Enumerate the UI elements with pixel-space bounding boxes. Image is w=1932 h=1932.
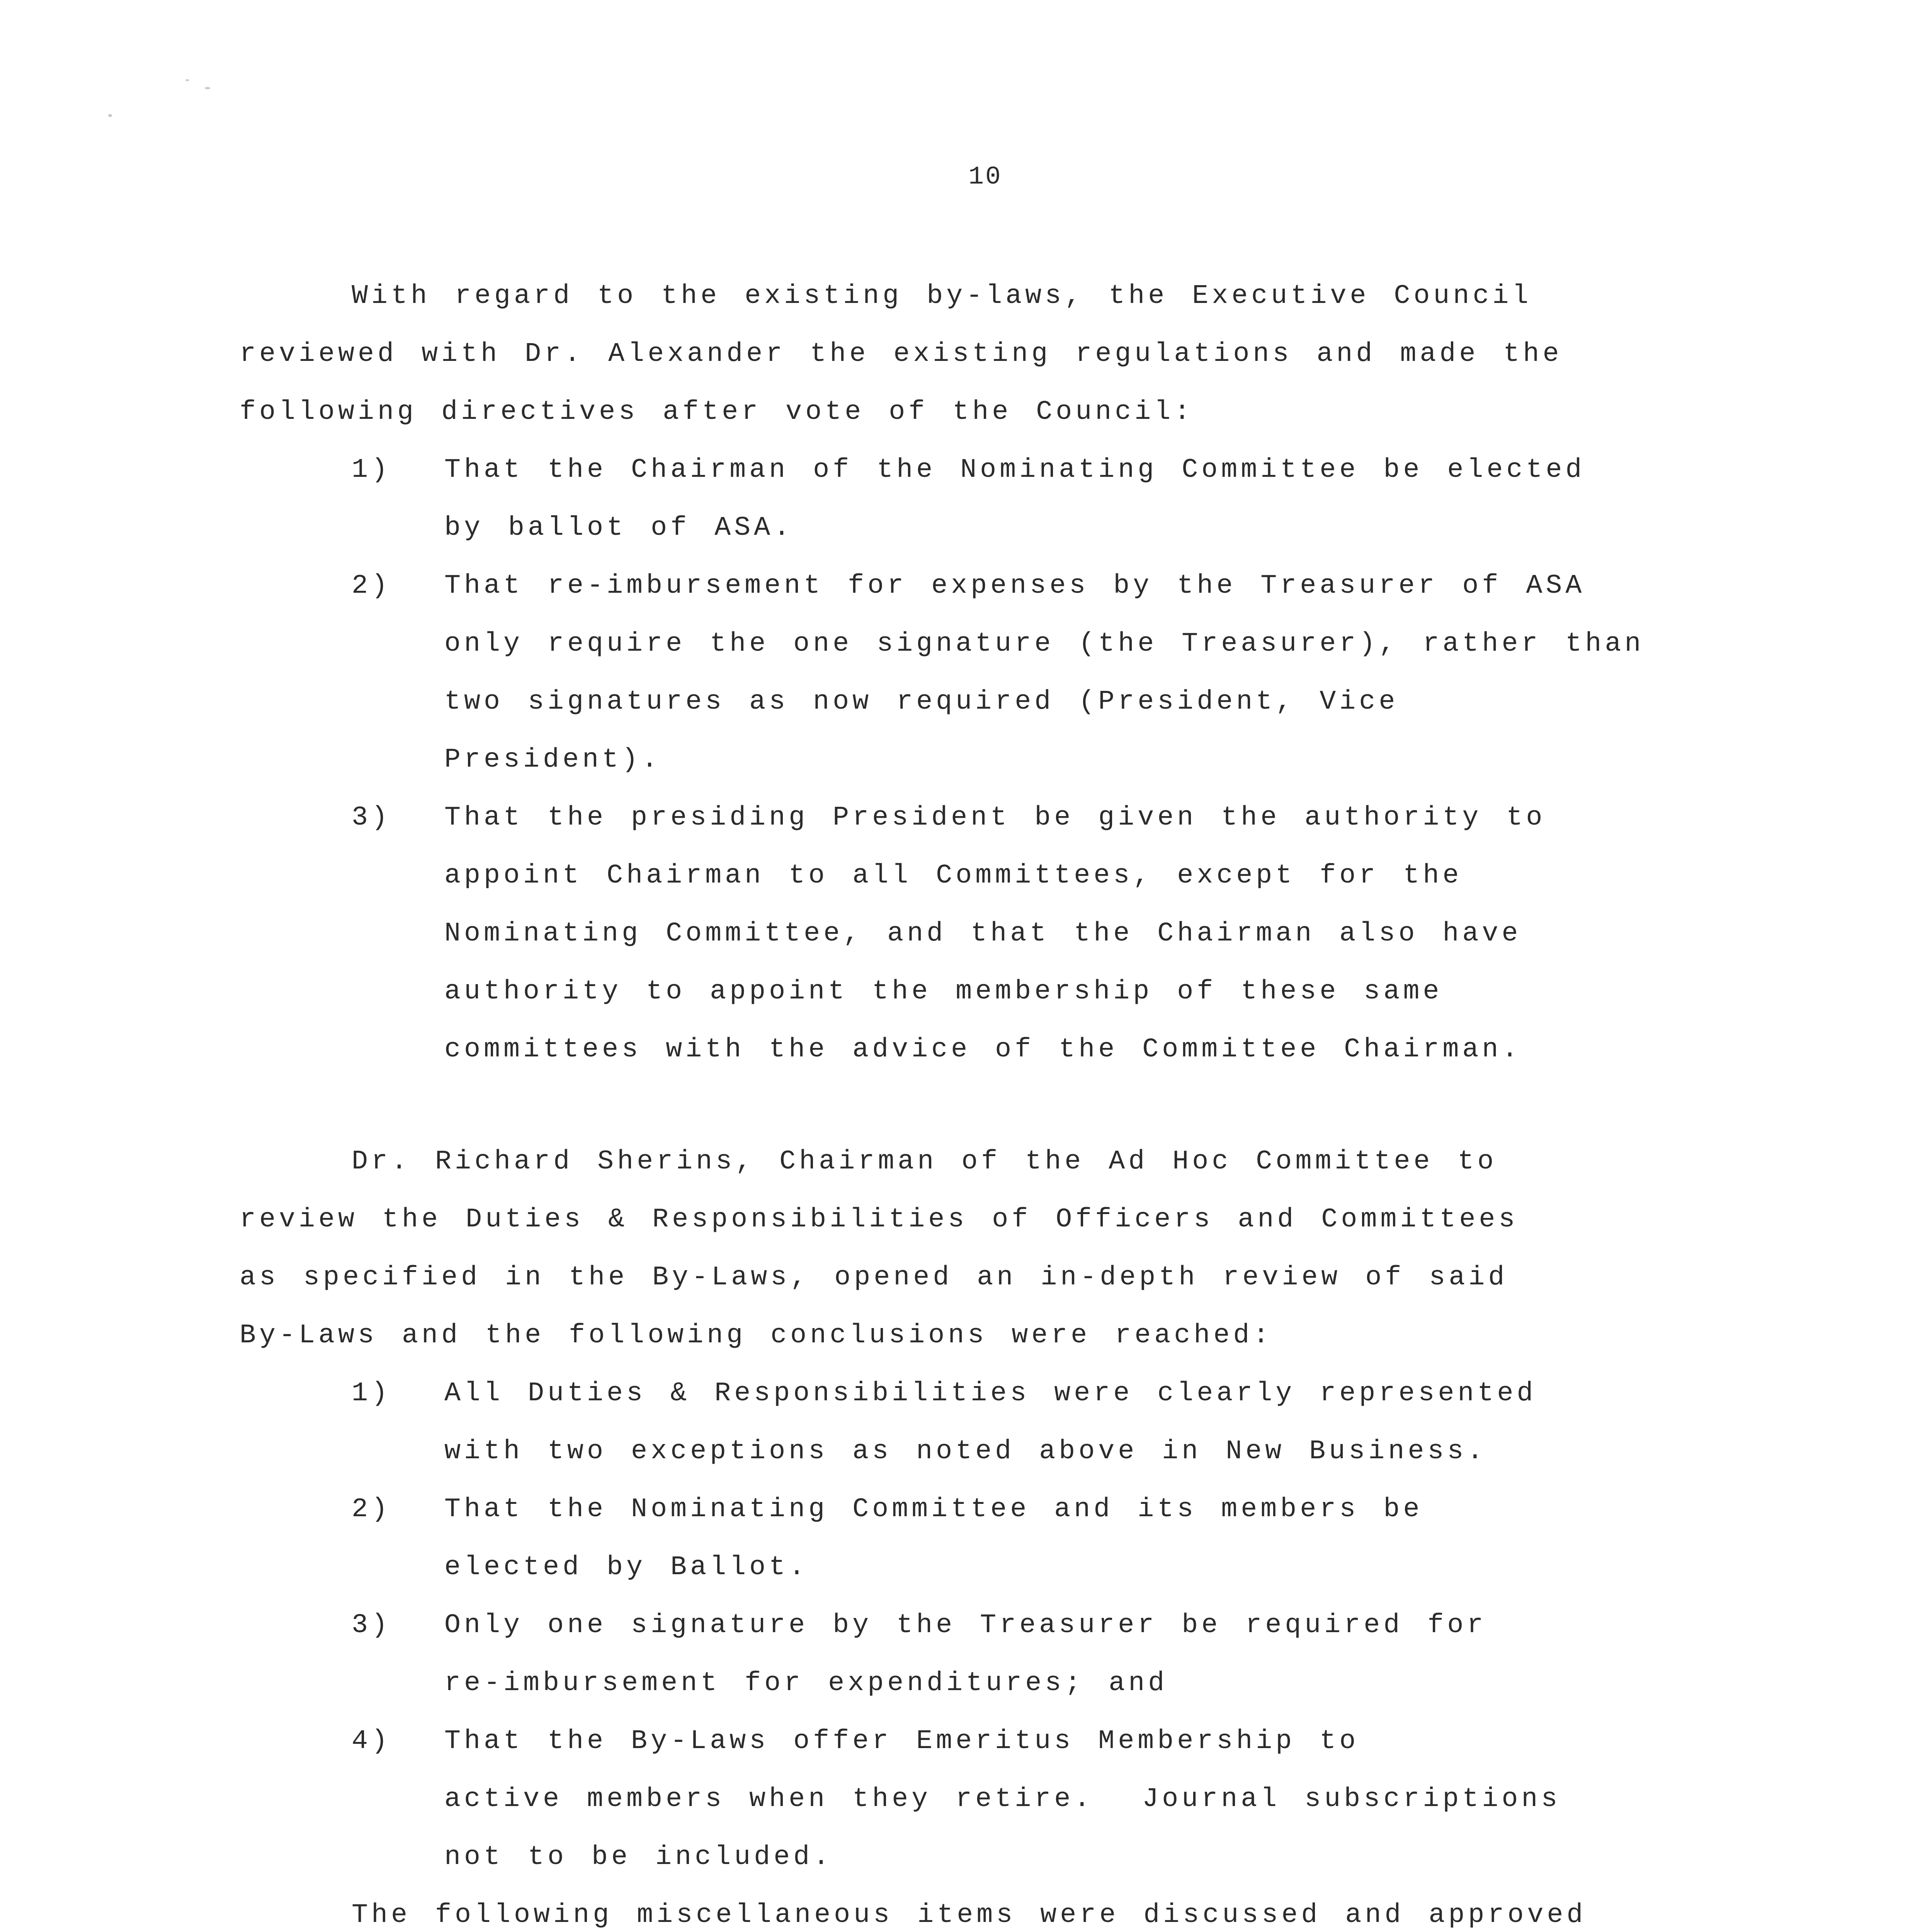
list-item-line: Only one signature by the Treasurer be required for: [444, 1610, 1487, 1641]
paragraph-line: as specified in the By-Laws, opened an in-depth review of said: [240, 1262, 1508, 1293]
list-item-line: committees with the advice of the Committee Chairman.: [444, 1034, 1522, 1065]
scan-speck: [205, 87, 210, 89]
paragraph-line: The following miscellaneous items were discussed and approved: [352, 1900, 1587, 1930]
scan-speck: [185, 79, 189, 81]
list-item-line: That the presiding President be given the authority to: [444, 803, 1546, 833]
paragraph-line: following directives after vote of the Council:: [240, 397, 1194, 427]
list-item-number: 2): [352, 1494, 391, 1525]
list-item-line: authority to appoint the membership of these same: [444, 976, 1443, 1007]
list-item-line: Nominating Committee, and that the Chairman also have: [444, 918, 1522, 949]
list-item-line: elected by Ballot.: [444, 1552, 809, 1583]
list-item-line: only require the one signature (the Treasurer), rather than: [444, 629, 1645, 659]
page-number: 10: [968, 162, 1002, 191]
list-item-number: 3): [352, 803, 391, 833]
paragraph-line: With regard to the existing by-laws, the Executive Council: [352, 281, 1532, 311]
list-item-line: That re-imbursement for expenses by the Treasurer of ASA: [444, 571, 1585, 601]
list-item-line: appoint Chairman to all Committees, except for the: [444, 861, 1463, 891]
list-item-line: by ballot of ASA.: [444, 513, 794, 543]
list-item-line: not to be included.: [444, 1842, 833, 1872]
list-item-line: President).: [444, 745, 662, 775]
list-item-line: with two exceptions as noted above in New Business.: [444, 1436, 1487, 1467]
paragraph-line: By-Laws and the following conclusions were reached:: [240, 1320, 1273, 1351]
list-item-number: 2): [352, 571, 391, 601]
list-item-line: two signatures as now required (President, Vice: [444, 687, 1399, 717]
list-item-number: 4): [352, 1726, 391, 1757]
list-item-line: That the Chairman of the Nominating Committee be elected: [444, 455, 1585, 485]
scan-speck: [108, 114, 112, 117]
list-item-line: active members when they retire. Journal subscriptions: [444, 1784, 1561, 1815]
list-item-line: That the By-Laws offer Emeritus Membership to: [444, 1726, 1359, 1757]
paragraph-line: review the Duties & Responsibilities of Officers and Committees: [240, 1204, 1519, 1235]
list-item-line: All Duties & Responsibilities were clearly represented: [444, 1378, 1537, 1409]
list-item-number: 3): [352, 1610, 391, 1641]
list-item-line: re-imbursement for expenditures; and: [444, 1668, 1168, 1699]
list-item-number: 1): [352, 455, 391, 485]
paragraph-line: reviewed with Dr. Alexander the existing regulations and made the: [240, 339, 1563, 369]
paragraph-line: Dr. Richard Sherins, Chairman of the Ad Hoc Committee to: [352, 1146, 1497, 1177]
list-item-line: That the Nominating Committee and its members be: [444, 1494, 1423, 1525]
list-item-number: 1): [352, 1378, 391, 1409]
